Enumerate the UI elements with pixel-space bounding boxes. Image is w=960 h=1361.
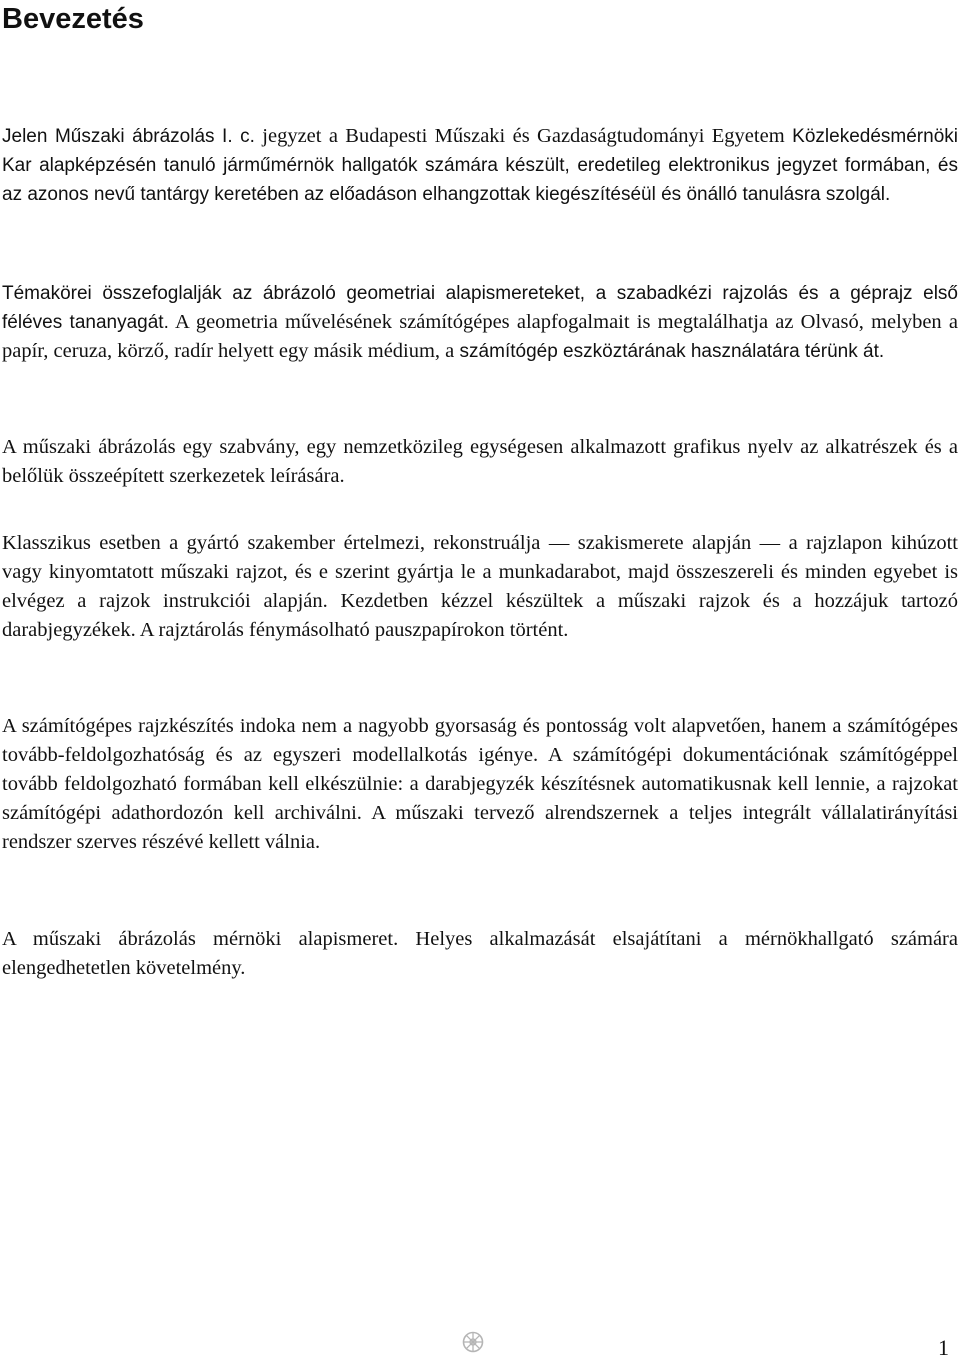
paragraph-text-sans: Közlekedésmérnöki Kar alapképzésén tanuló járműmérnök hallgatók számára készült, eredetileg elektronikus jegyzet formában, és az azonos nevű tantárgy keretében az előadáson elhangzottak kiegészítéséül és önálló tanulásra szolgál. — [2, 126, 958, 205]
paragraph-text-sans: Jelen Műszaki ábrázolás I. c. — [2, 126, 255, 147]
paragraph-text-serif: A geometria művelésének számítógépes alapfogalmait is megtalálhatja az Olvasó, melyben a papír, ceruza, körző, radír helyett egy másik médium, a — [2, 311, 958, 362]
paragraph-text-sans: Témakörei összefoglalják az ábrázoló geometriai alapismereteket, a szabadkézi rajzolás és a géprajz első féléves tananyagát. — [2, 283, 958, 333]
topics-paragraph — [2, 279, 958, 366]
paragraph-text-serif: jegyzet a Budapesti Műszaki és Gazdaságtudományi Egyetem — [254, 125, 785, 147]
intro-paragraph — [2, 122, 958, 209]
page-number: 1 — [938, 1335, 949, 1360]
computer-drawing-paragraph: A számítógépes rajzkészítés indoka nem a nagyobb gyorsaság és pontosság volt alapvetően, hanem a számítógépes tovább-feldolgozhatóság és az egyszeri modellalkotás igénye. A számítógépi dokumentációnak számítógéppel tovább feldolgozható formában kell elkészülnie: a darabjegyzék készítésnek automatikusnak kell lennie, a rajzokat számítógépi adathordozón kell archiválni. A műszaki tervező alrendszernek a teljes integrált vállalatirányítási rendszer szerves részévé kellett válnia. — [2, 715, 958, 853]
standard-paragraph: A műszaki ábrázolás egy szabvány, egy nemzetközileg egységesen alkalmazott grafikus nyelv az alkatrészek és a belőlük összeépített szerkezetek leírására. — [2, 436, 958, 487]
classic-case-paragraph: Klasszikus esetben a gyártó szakember értelmezi, rekonstruálja ― szakismerete alapján ― a rajzlapon kihúzott vagy kinyomtatott műszaki rajzot, és e szerint gyártja le a munkadarabot, majd összeszereli és minden egyebet is elvégez a rajzok instrukciói alapján. Kezdetben kézzel készültek a műszaki rajzok és a hozzájuk tartozó darabjegyzékek. A rajztárolás fénymásolható pauszpapírokon történt. — [2, 532, 958, 641]
conclusion-paragraph: A műszaki ábrázolás mérnöki alapismeret. Helyes alkalmazását elsajátítani a mérnökhallgató számára elengedhetetlen követelmény. — [2, 928, 958, 979]
paragraph-text-sans: számítógép eszköztárának használatára térünk át. — [454, 341, 885, 362]
page-title: Bevezetés — [2, 3, 144, 35]
university-seal-icon — [462, 1331, 484, 1353]
